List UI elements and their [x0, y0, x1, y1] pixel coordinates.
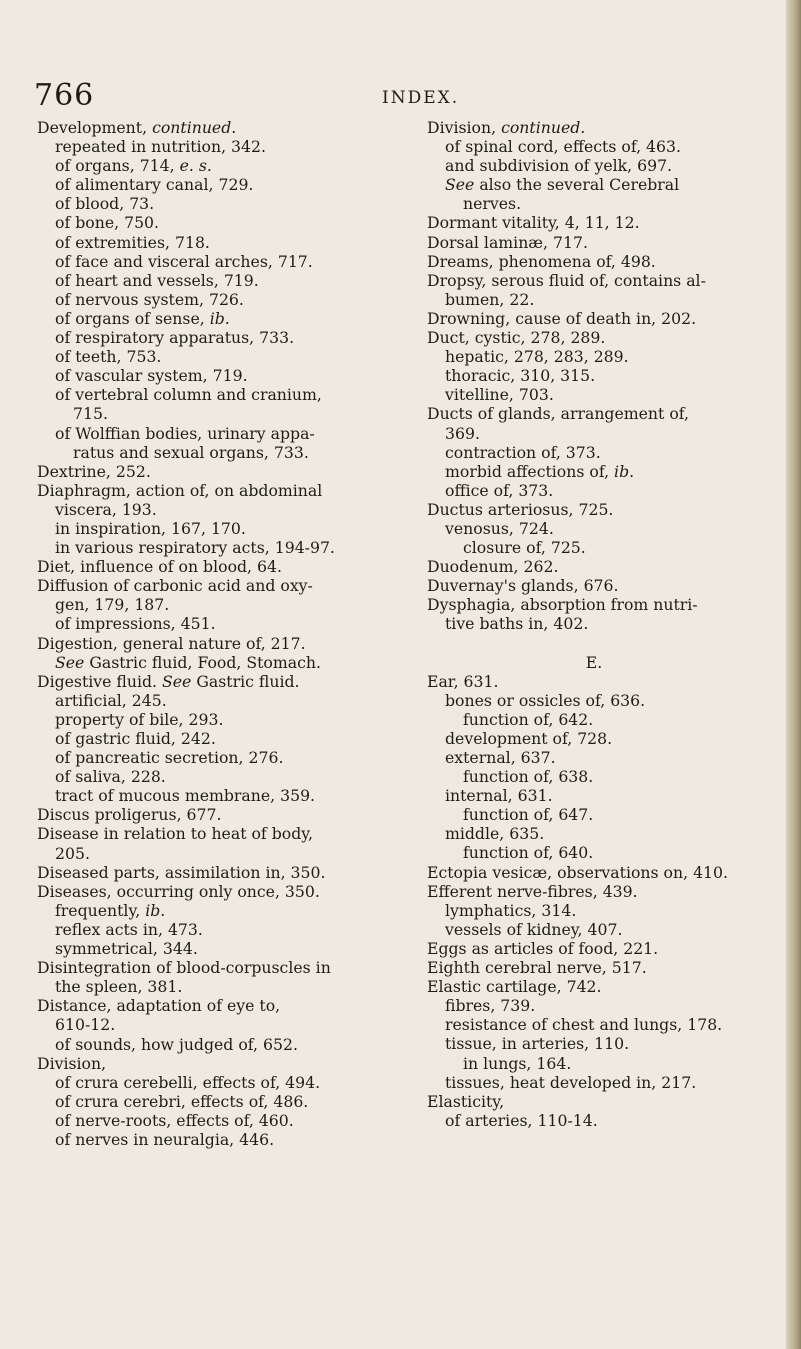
- index-subentry: [427, 1034, 779, 1053]
- index-entry: [427, 958, 779, 977]
- index-entry: [427, 309, 779, 328]
- entry-text: of respiratory apparatus, 733.: [55, 328, 295, 348]
- entry-text: Duvernay's glands, 676.: [427, 576, 619, 596]
- entry-text: of impressions, 451.: [55, 614, 216, 634]
- index-entry: [427, 882, 779, 901]
- index-subentry: [37, 1073, 395, 1092]
- index-subentry: [37, 194, 395, 213]
- index-subentry: [427, 462, 779, 481]
- entry-text: tissues, heat developed in, 217.: [445, 1072, 697, 1092]
- entry-text: Disintegration of blood-corpuscles in: [37, 958, 331, 978]
- entry-text: of face and visceral arches, 717.: [55, 251, 313, 271]
- index-subentry: [427, 1111, 779, 1130]
- page-edge: [786, 0, 801, 1349]
- entry-text: resistance of chest and lungs, 178.: [445, 1015, 723, 1035]
- entry-text: of vascular system, 719.: [55, 366, 248, 386]
- entry-text: function of, 647.: [463, 805, 594, 825]
- entry-text: Dextrine, 252.: [37, 461, 151, 481]
- entry-text: nerves.: [463, 194, 522, 214]
- index-subentry: [427, 290, 779, 309]
- index-entry: [427, 863, 779, 882]
- index-entry: [427, 118, 779, 137]
- entry-text: bones or ossicles of, 636.: [445, 690, 646, 710]
- entry-text: Disease in relation to heat of body,: [37, 824, 314, 844]
- index-subentry: [37, 519, 395, 538]
- entry-text: vessels of kidney, 407.: [445, 919, 623, 939]
- entry-text: thoracic, 310, 315.: [445, 366, 596, 386]
- index-subentry: [37, 175, 395, 194]
- entry-text: Diseased parts, assimilation in, 350.: [37, 862, 326, 882]
- entry-text: venosus, 724.: [445, 518, 554, 538]
- entry-text: development of, 728.: [445, 728, 613, 748]
- index-subentry: [427, 767, 779, 786]
- running-head: INDEX.: [382, 88, 460, 108]
- entry-text: Eggs as articles of food, 221.: [427, 938, 659, 958]
- index-subentry: [37, 595, 395, 614]
- index-subentry: [37, 844, 395, 863]
- index-subentry: [427, 1015, 779, 1034]
- entry-text: Eighth cerebral nerve, 517.: [427, 958, 647, 978]
- entry-text: frequently,: [55, 900, 146, 920]
- entry-text: of nerve-roots, effects of, 460.: [55, 1110, 294, 1130]
- entry-text: tract of mucous membrane, 359.: [55, 786, 316, 806]
- index-entry: [37, 557, 395, 576]
- index-subentry: [37, 767, 395, 786]
- entry-italic: continued.: [501, 118, 586, 137]
- index-entry: [37, 1054, 395, 1073]
- index-subentry: [37, 1035, 395, 1054]
- page-header: [0, 78, 786, 118]
- entry-text: Duct, cystic, 278, 289.: [427, 328, 606, 348]
- entry-text: Distance, adaptation of eye to,: [37, 996, 281, 1016]
- index-column-left: [37, 118, 395, 1149]
- entry-text: morbid affections of,: [445, 461, 615, 481]
- entry-text: symmetrical, 344.: [55, 939, 198, 959]
- index-subentry: [427, 156, 779, 175]
- index-subentry: [427, 805, 779, 824]
- entry-text: Diaphragm, action of, on abdominal: [37, 480, 323, 500]
- index-subentry: [37, 710, 395, 729]
- entry-text: Elastic cartilage, 742.: [427, 977, 602, 997]
- index-subentry: [427, 385, 779, 404]
- index-subentry: [37, 691, 395, 710]
- index-entry: [37, 118, 395, 137]
- index-subentry: [427, 1054, 779, 1073]
- index-subentry: [427, 710, 779, 729]
- entry-text: Dormant vitality, 4, 11, 12.: [427, 213, 640, 233]
- entry-text: Ductus arteriosus, 725.: [427, 499, 614, 519]
- entry-text: Efferent nerve-fibres, 439.: [427, 881, 638, 901]
- index-subentry: [37, 920, 395, 939]
- index-subentry: [37, 404, 395, 423]
- index-subentry: [427, 1073, 779, 1092]
- entry-text: artificial, 245.: [55, 690, 167, 710]
- entry-text: tissue, in arteries, 110.: [445, 1034, 630, 1054]
- entry-text: of nerves in neuralgia, 446.: [55, 1129, 275, 1149]
- entry-text: of bone, 750.: [55, 213, 160, 233]
- index-subentry: [427, 175, 779, 194]
- index-entry: [427, 233, 779, 252]
- entry-text: Discus proligerus, 677.: [37, 805, 222, 825]
- index-subentry: [37, 328, 395, 347]
- entry-text: Dropsy, serous fluid of, contains al-: [427, 270, 706, 290]
- entry-text: Digestion, general nature of, 217.: [37, 633, 306, 653]
- entry-text: Diseases, occurring only once, 350.: [37, 881, 320, 901]
- entry-text: vitelline, 703.: [445, 385, 554, 405]
- index-subentry: [37, 748, 395, 767]
- entry-text: Elasticity,: [427, 1091, 505, 1111]
- index-subentry: [37, 538, 395, 557]
- index-subentry: [37, 290, 395, 309]
- entry-text: Ear, 631.: [427, 671, 499, 691]
- index-entry: [37, 805, 395, 824]
- index-column-right: [427, 118, 779, 1130]
- index-entry: [37, 958, 395, 977]
- entry-text: tive baths in, 402.: [445, 614, 589, 634]
- entry-text: fibres, 739.: [445, 996, 536, 1016]
- entry-text: Dysphagia, absorption from nutri-: [427, 595, 698, 615]
- index-subentry: [37, 252, 395, 271]
- entry-text: function of, 642.: [463, 709, 594, 729]
- entry-text: 610-12.: [55, 1015, 116, 1035]
- entry-text: Diet, influence of on blood, 64.: [37, 557, 282, 577]
- entry-text: of alimentary canal, 729.: [55, 175, 254, 195]
- entry-text: Drowning, cause of death in, 202.: [427, 308, 697, 328]
- index-entry: [427, 1092, 779, 1111]
- index-subentry: [427, 748, 779, 767]
- entry-text: in inspiration, 167, 170.: [55, 518, 246, 538]
- index-subentry: [427, 824, 779, 843]
- entry-text: Dreams, phenomena of, 498.: [427, 251, 656, 271]
- index-subentry: [427, 843, 779, 862]
- index-subentry: [37, 137, 395, 156]
- index-entry: [37, 824, 395, 843]
- entry-text-tail: also the several Cerebral: [474, 175, 680, 195]
- index-subentry: [37, 1111, 395, 1130]
- entry-text: Development,: [37, 118, 153, 137]
- index-entry: [427, 595, 779, 614]
- index-entry: [427, 252, 779, 271]
- index-subentry: [37, 500, 395, 519]
- entry-text: in lungs, 164.: [463, 1053, 572, 1073]
- entry-italic: See: [55, 652, 85, 672]
- entry-text: Dorsal laminæ, 717.: [427, 232, 588, 252]
- entry-text: Division,: [37, 1053, 107, 1073]
- entry-text: gen, 179, 187.: [55, 595, 170, 615]
- entry-text: of gastric fluid, 242.: [55, 729, 216, 748]
- entry-italic: ib.: [209, 308, 230, 328]
- index-subentry: [427, 786, 779, 805]
- entry-text: repeated in nutrition, 342.: [55, 137, 266, 157]
- entry-text: of organs of sense,: [55, 308, 210, 328]
- section-letter: E.: [585, 652, 603, 672]
- entry-text: of saliva, 228.: [55, 767, 166, 787]
- entry-italic: e. s.: [179, 156, 212, 176]
- entry-text: in various respiratory acts, 194-97.: [55, 538, 335, 558]
- index-entry: [427, 404, 779, 423]
- index-subentry: [37, 347, 395, 366]
- index-subentry: [37, 385, 395, 404]
- index-subentry: [427, 538, 779, 557]
- entry-text: 205.: [55, 843, 90, 863]
- entry-text: of extremities, 718.: [55, 232, 210, 252]
- entry-text: of teeth, 753.: [55, 347, 162, 367]
- entry-text: of crura cerebelli, effects of, 494.: [55, 1072, 321, 1092]
- index-subentry: [427, 996, 779, 1015]
- index-subentry: [37, 156, 395, 175]
- index-subentry: [37, 366, 395, 385]
- index-subentry: [427, 347, 779, 366]
- entry-italic: See: [445, 175, 475, 195]
- section-gap: [427, 634, 779, 653]
- index-subentry: [37, 901, 395, 920]
- index-entry: [37, 634, 395, 653]
- entry-italic: continued.: [152, 118, 237, 137]
- entry-text: middle, 635.: [445, 824, 545, 844]
- index-entry: [427, 271, 779, 290]
- index-entry: [427, 977, 779, 996]
- index-subentry: [427, 481, 779, 500]
- entry-text: internal, 631.: [445, 786, 553, 806]
- index-entry: [427, 939, 779, 958]
- entry-text: of pancreatic secretion, 276.: [55, 748, 284, 768]
- index-subentry: [427, 691, 779, 710]
- entry-text: external, 637.: [445, 748, 556, 767]
- index-subentry: [37, 271, 395, 290]
- index-entry: [427, 213, 779, 232]
- page-number: 766: [34, 78, 95, 113]
- index-entry: [427, 672, 779, 691]
- index-subentry: [37, 213, 395, 232]
- index-subentry: [37, 443, 395, 462]
- index-entry: [37, 996, 395, 1015]
- index-subentry: [37, 786, 395, 805]
- entry-text-tail: Gastric fluid, Food, Stomach.: [84, 652, 321, 672]
- entry-text: of heart and vessels, 719.: [55, 270, 259, 290]
- entry-text: of Wolffian bodies, urinary appa-: [55, 423, 315, 443]
- index-subentry: [427, 729, 779, 748]
- entry-text: of arteries, 110-14.: [445, 1110, 598, 1130]
- entry-text: Ectopia vesicæ, observations on, 410.: [427, 862, 728, 882]
- entry-text: Division,: [427, 118, 502, 137]
- entry-text: 369.: [445, 423, 480, 443]
- index-subentry: [427, 614, 779, 633]
- entry-text: contraction of, 373.: [445, 442, 601, 462]
- index-subentry: [427, 137, 779, 156]
- index-subentry: [37, 653, 395, 672]
- index-subentry: [427, 443, 779, 462]
- entry-italic: ib.: [614, 461, 635, 481]
- entry-text: of blood, 73.: [55, 194, 155, 214]
- entry-text: viscera, 193.: [55, 499, 157, 519]
- index-entry: [37, 672, 395, 691]
- entry-text: and subdivision of yelk, 697.: [445, 156, 673, 176]
- entry-text: of spinal cord, effects of, 463.: [445, 137, 681, 157]
- entry-text-tail: Gastric fluid.: [191, 671, 300, 691]
- index-entry: [427, 328, 779, 347]
- index-entry: [37, 882, 395, 901]
- index-subentry: [37, 424, 395, 443]
- index-subentry: [427, 519, 779, 538]
- index-entry: [37, 863, 395, 882]
- entry-text: office of, 373.: [445, 480, 554, 500]
- entry-text: ratus and sexual organs, 733.: [73, 442, 309, 462]
- entry-italic: See: [162, 671, 192, 691]
- index-subentry: [37, 309, 395, 328]
- entry-text: closure of, 725.: [463, 538, 586, 558]
- index-subentry: [37, 729, 395, 748]
- entry-text: hepatic, 278, 283, 289.: [445, 347, 629, 367]
- entry-text: bumen, 22.: [445, 289, 535, 309]
- index-subentry: [37, 939, 395, 958]
- index-subentry: [427, 366, 779, 385]
- index-subentry: [37, 1015, 395, 1034]
- index-subentry: [427, 424, 779, 443]
- index-entry: [37, 462, 395, 481]
- entry-text: lymphatics, 314.: [445, 900, 577, 920]
- index-subentry: [37, 233, 395, 252]
- index-entry: [37, 576, 395, 595]
- entry-text: of sounds, how judged of, 652.: [55, 1034, 298, 1054]
- index-subentry: [37, 1130, 395, 1149]
- entry-text: of nervous system, 726.: [55, 289, 244, 309]
- index-subentry: [427, 194, 779, 213]
- entry-text: Digestive fluid.: [37, 671, 163, 691]
- entry-text: Diffusion of carbonic acid and oxy-: [37, 576, 313, 596]
- entry-text: of organs, 714,: [55, 156, 180, 176]
- entry-italic: ib.: [145, 900, 166, 920]
- entry-text: reflex acts in, 473.: [55, 919, 203, 939]
- entry-text: of vertebral column and cranium,: [55, 385, 322, 405]
- index-entry: [37, 481, 395, 500]
- index-entry: [427, 500, 779, 519]
- index-subentry: [37, 1092, 395, 1111]
- entry-text: function of, 638.: [463, 767, 594, 787]
- entry-text: 715.: [73, 404, 108, 424]
- entry-text: Duodenum, 262.: [427, 557, 559, 577]
- index-subentry: [37, 977, 395, 996]
- index-entry: [427, 557, 779, 576]
- entry-text: of crura cerebri, effects of, 486.: [55, 1091, 309, 1111]
- entry-text: function of, 640.: [463, 843, 594, 863]
- entry-text: Ducts of glands, arrangement of,: [427, 404, 689, 424]
- index-subentry: [427, 901, 779, 920]
- index-subentry: [37, 614, 395, 633]
- entry-text: the spleen, 381.: [55, 977, 183, 997]
- entry-text: property of bile, 293.: [55, 709, 224, 729]
- index-subentry: [427, 920, 779, 939]
- index-entry: [427, 576, 779, 595]
